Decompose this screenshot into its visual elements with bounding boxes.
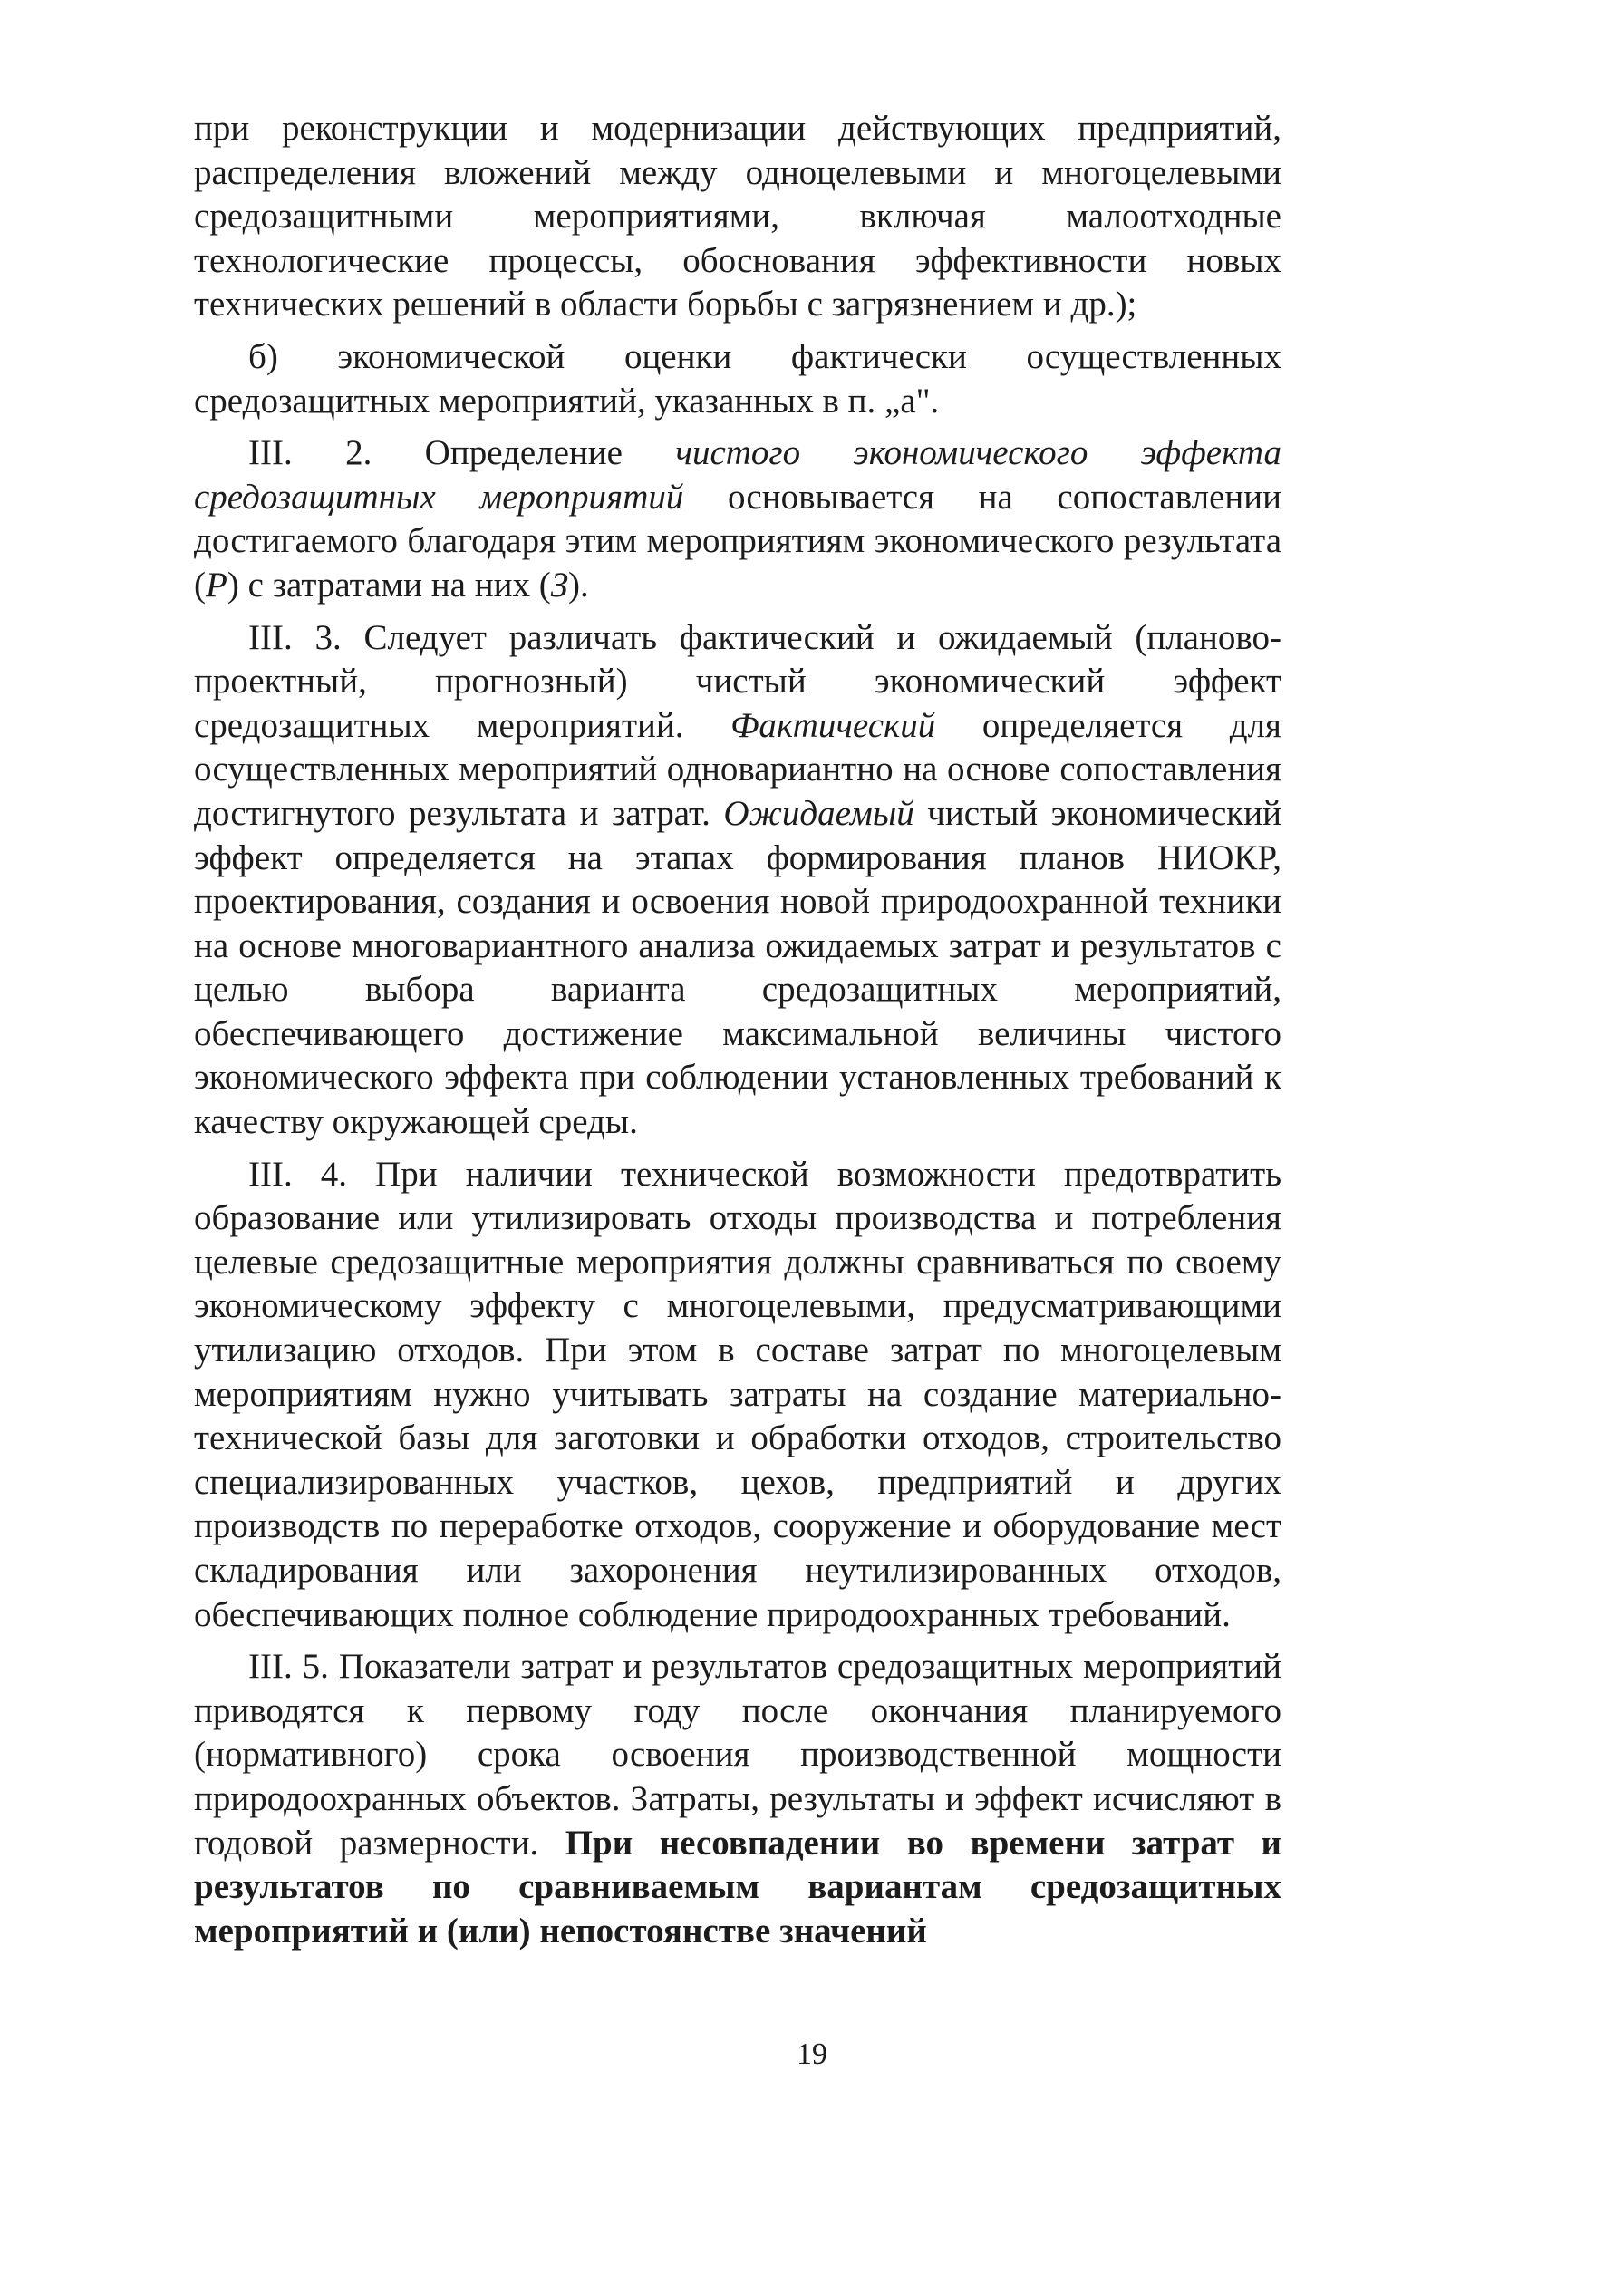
text-run: III. 2. Определение — [248, 433, 676, 473]
text-run: III. 5. Показатели затрат и результатов средозащитных мероприятий приводятся к первому году после окончания планируемого (нормативного) срока освоения производственной мощности природоохранных объектов. Затраты, результаты и эффект исчисляют в годовой размерности. — [194, 1647, 1281, 1863]
paragraph-continuation: при реконструкции и модернизации действующих предприятий, распределения вложений между одноцелевыми и многоцелевыми средозащитными мероприятиями, включая малоотходные технологические процессы, обоснования эффективности новых технических решений в области борьбы с загрязнением и др.); — [194, 109, 1281, 324]
paragraph-item-b: б) экономической оценки фактически осуществленных средозащитных мероприятий, указанных в п. „а". — [194, 336, 1281, 421]
bold-text-run: При несовпадении во времени затрат и результатов по сравниваемым вариантам средозащитных мероприятий и (или) непостоянстве значений — [194, 1823, 1282, 1951]
document-page — [194, 107, 1281, 1953]
symbol-result: Р — [206, 565, 227, 605]
text-run: III. 3. Следует различать фактический и ожидаемый (планово-проектный, прогнозный) чистый экономический эффект средозащитных мероприятий. — [194, 617, 1281, 745]
page-number: 19 — [797, 2038, 827, 2071]
italic-term: Ожидаемый — [723, 793, 914, 833]
italic-term: Фактический — [730, 705, 936, 745]
text-run: чистый экономический эффект определяется на этапах формирования планов НИОКР, проектирования, создания и освоения новой природоохранной техники на основе многовариантного анализа ожидаемых затрат и результатов с целью выбора варианта средозащитных мероприятий, обеспечивающего достижение максимальной величины чистого экономического эффекта при соблюдении установленных требований к качеству окружающей среды. — [194, 793, 1281, 1142]
symbol-costs: З — [550, 565, 569, 605]
paragraph-section-3-3 — [194, 616, 1281, 1145]
italic-term: чистого экономического эффекта средозащитных мероприятий — [194, 433, 1281, 517]
paragraph-section-3-5 — [194, 1645, 1281, 1953]
text-run: определяется для осуществленных мероприятий одновариантно на основе сопоставления достигнутого результата и затрат. — [194, 705, 1281, 833]
text-run: ). — [568, 565, 589, 605]
text-run: основывается на сопоставлении достигаемого благодаря этим мероприятиям экономического результата ( — [194, 477, 1281, 605]
text-run: ) с затратами на них ( — [227, 565, 551, 605]
paragraph-section-3-2 — [194, 431, 1281, 607]
paragraph-section-3-4: III. 4. При наличии технической возможности предотвратить образование или утилизировать отходы производства и потребления целевые средозащитные мероприятия должны сравниваться по своему экономическому эффекту с многоцелевыми, предусматривающими утилизацию отходов. При этом в составе затрат по многоцелевым мероприятиям нужно учитывать затраты на создание материально-технической базы для заготовки и обработки отходов, строительство специализированных участков, цехов, предприятий и других производств по переработке отходов, сооружение и оборудование мест складирования или захоронения неутилизированных отходов, обеспечивающих полное соблюдение природоохранных требований. — [194, 1154, 1281, 1634]
